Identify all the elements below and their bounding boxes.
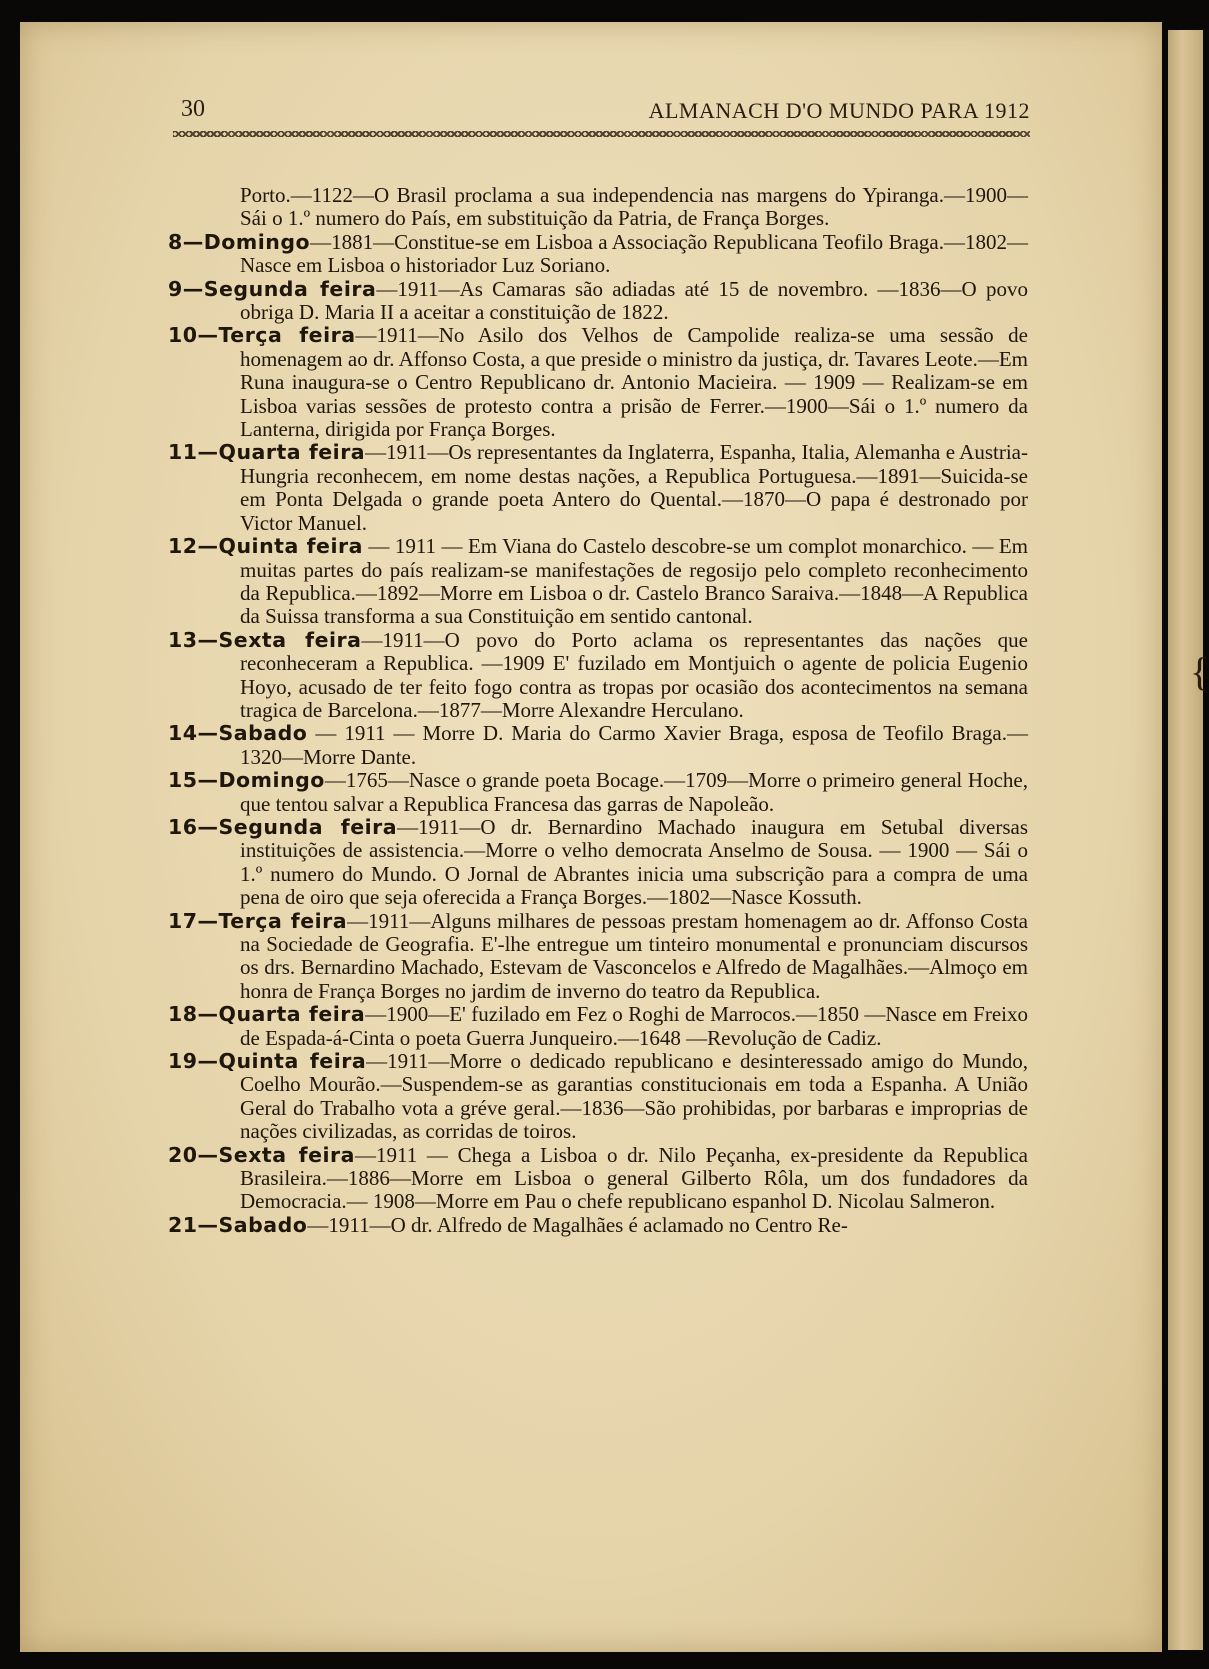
entry-text: —1911—Morre o dedicado republicano e desinteressado amigo do Mundo, Coelho Mourão.—Suspendem-se as garantias constitucionais em toda a Espanha. A União Geral do Trabalho vota a gréve geral.—1836—São prohibidas, por barbaras e improprias de nações civilizadas, as corridas de toiros. bbox=[240, 1049, 1028, 1144]
decorative-rule bbox=[173, 131, 1030, 137]
entry-text: —1911—Alguns milhares de pessoas prestam homenagem ao dr. Affonso Costa na Sociedade de Geografia. E'-lhe entregue um tinteiro monumental e pronunciam discursos os drs. Bernardino Machado, Estevam de Vasconcelos e Alfredo de Magalhães.—Almoço em honra de França Borges no jardim de inverno do teatro da Republica. bbox=[240, 908, 1028, 1003]
entry-day: 8—Domingo bbox=[168, 229, 311, 254]
entry-item bbox=[168, 1050, 1028, 1144]
entry-day: 13—Sexta feira bbox=[168, 627, 362, 652]
page-number: 30 bbox=[181, 96, 205, 122]
entry-item bbox=[168, 769, 1028, 816]
entry-item bbox=[168, 535, 1028, 629]
intro-paragraph: Porto.—1122—O Brasil proclama a sua independencia nas margens do Ypiranga.—1900—Sái o 1.º numero do País, em substituição da Patria, de França Borges. bbox=[240, 183, 1028, 231]
entry-day: 10—Terça feira bbox=[168, 323, 356, 348]
body-text bbox=[168, 184, 1028, 1237]
entry-item bbox=[168, 231, 1028, 278]
entry-text: —1911—Os representantes da Inglaterra, Espanha, Italia, Alemanha e Austria-Hungria reconhecem, em nome destas nações, a Republica Portuguesa.—1891—Suicida-se em Ponta Delgada o grande poeta Antero do Quental.—1870—O papa é destronado por Victor Manuel. bbox=[240, 440, 1028, 535]
entry-text: —1911—O dr. Bernardino Machado inaugura em Setubal diversas instituições de assistencia.—Morre o velho democrata Anselmo de Sousa. — 1900 — Sái o 1.º numero do Mundo. O Jornal de Abrantes inicia uma subscrição para a compra de uma pena de oiro que seja oferecida a França Borges.—1802—Nasce Kossuth. bbox=[240, 814, 1028, 910]
entry-item bbox=[168, 1144, 1028, 1214]
entry-item bbox=[168, 722, 1028, 769]
entry-day: 11—Quarta feira bbox=[168, 440, 366, 465]
entry-text: —1911—As Camaras são adiadas até 15 de novembro. —1836—O povo obriga D. Maria II a aceitar a constituição de 1822. bbox=[240, 276, 1029, 325]
entry-list bbox=[168, 231, 1028, 1237]
page-fold bbox=[1168, 30, 1203, 1650]
entry-text: —1881—Constitue-se em Lisboa a Associação Republicana Teofilo Braga.—1802—Nasce em Lisboa o historiador Luz Soriano. bbox=[240, 229, 1028, 278]
entry-item bbox=[168, 629, 1028, 723]
entry-day: 14—Sabado bbox=[168, 721, 308, 746]
entry-day: 15—Domingo bbox=[168, 768, 325, 793]
entry-day: 12—Quinta feira bbox=[168, 534, 363, 559]
entry-item bbox=[168, 910, 1028, 1004]
entry-item bbox=[168, 1214, 1028, 1237]
entry-item bbox=[168, 278, 1028, 325]
entry-item bbox=[168, 1003, 1028, 1050]
entry-text: —1911—O dr. Alfredo de Magalhães é aclamado no Centro Re- bbox=[307, 1212, 848, 1237]
entry-text: —1900—E' fuzilado em Fez o Roghi de Marrocos.—1850 —Nasce em Freixo de Espada-á-Cinta o poeta Guerra Junqueiro.—1648 —Revolução de Cadiz. bbox=[240, 1002, 1028, 1050]
entry-day: 21—Sabado bbox=[168, 1212, 308, 1237]
entry-day: 16—Segunda feira bbox=[168, 814, 398, 839]
entry-text: —1911—No Asilo dos Velhos de Campolide realiza-se uma sessão de homenagem ao dr. Affonso Costa, a que preside o ministro da justiça, dr. Tavares Leote.—Em Runa inaugura-se o Centro Republicano dr. Antonio Macieira. — 1909 — Realizam-se em Lisboa varias sessões de protesto contra a prisão de Ferrer.—1900—Sái o 1.º numero da Lanterna, dirigida por França Borges. bbox=[240, 323, 1028, 442]
fold-mark: { bbox=[1190, 649, 1209, 694]
entry-day: 18—Quarta feira bbox=[168, 1002, 366, 1027]
running-title: ALMANACH D'O MUNDO PARA 1912 bbox=[648, 98, 1030, 123]
entry-text: —1765—Nasce o grande poeta Bocage.—1709—Morre o primeiro general Hoche, que tentou salvar a Republica Francesa das garras de Napoleão. bbox=[240, 768, 1028, 816]
entry-text: —1911—O povo do Porto aclama os representantes das nações que reconheceram a Republica. —1909 E' fuzilado em Montjuich o agente de policia Eugenio Hoyo, acusado de ter feito fogo contra as tropas por ocasião dos acontecimentos na semana tragica de Barcelona.—1877—Morre Alexandre Herculano. bbox=[240, 627, 1028, 722]
entry-text: — 1911 — Morre D. Maria do Carmo Xavier Braga, esposa de Teofilo Braga.—1320—Morre Dante. bbox=[240, 721, 1028, 769]
entry-item bbox=[168, 324, 1028, 441]
entry-day: 19—Quinta feira bbox=[168, 1049, 367, 1074]
entry-day: 20—Sexta feira bbox=[168, 1142, 355, 1167]
entry-item bbox=[168, 816, 1028, 910]
page-header bbox=[173, 96, 1030, 126]
entry-text: —1911 — Chega a Lisboa o dr. Nilo Peçanha, ex-presidente da Republica Brasileira.—1886—Morre em Lisboa o general Gilberto Rôla, um dos fundadores da Democracia.— 1908—Morre em Pau o chefe republicano espanhol D. Nicolau Salmeron. bbox=[240, 1142, 1029, 1214]
entry-day: 17—Terça feira bbox=[168, 908, 348, 933]
entry-item bbox=[168, 441, 1028, 535]
entry-text: — 1911 — Em Viana do Castelo descobre-se um complot monarchico. — Em muitas partes do país realizam-se manifestações de regosijo pelo completo reconhecimento da Republica.—1892—Morre em Lisboa o dr. Castelo Branco Saraiva.—1848—A Republica da Suissa transforma a sua Constituição em sentido cantonal. bbox=[240, 534, 1028, 629]
entry-day: 9—Segunda feira bbox=[168, 276, 377, 301]
